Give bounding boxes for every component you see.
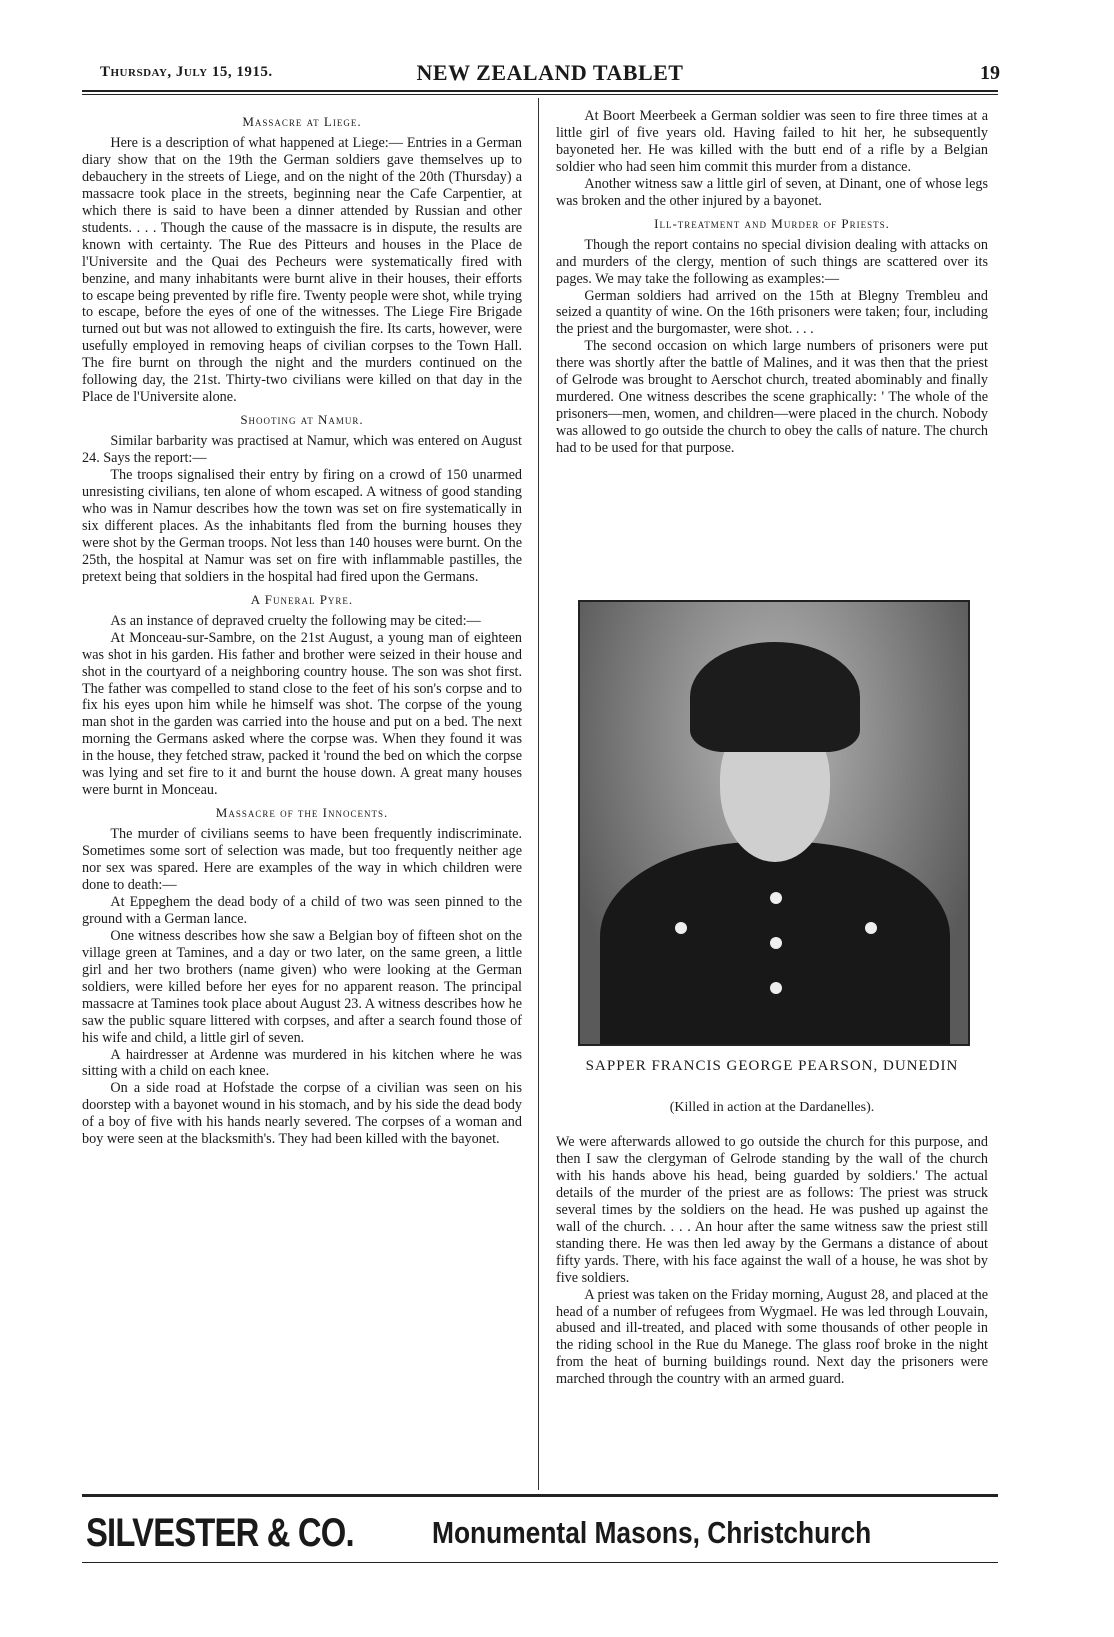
masthead-title: NEW ZEALAND TABLET — [416, 60, 684, 85]
advertiser-name: SILVESTER & CO. — [86, 1511, 354, 1555]
paragraph: One witness describes how she saw a Belgian boy of fifteen shot on the village green at Tamines, and a day or two later, on the same green, a little girl and her two brothers (name given) who were looking at the German soldiers, were killed before her eyes for no apparent reason. The principal massacre at Tamines took place about August 23. A witness describes how he saw the public square littered with corpses, and after a search found those of his wife and child, a little girl of seven. — [82, 927, 522, 1046]
section-heading: Massacre at Liege. — [242, 114, 362, 129]
footer-rule-bottom — [82, 1562, 998, 1563]
advertisement — [82, 1505, 998, 1561]
paragraph: Another witness saw a little girl of seven, at Dinant, one of whose legs was broken and the other injured by a bayonet. — [556, 175, 988, 209]
paragraph: A priest was taken on the Friday morning, August 28, and placed at the head of a number of refugees from Wygmael. He was led through Louvain, abused and ill-treated, and placed with some thousands of other people in the riding school in the Rue du Manege. The glass roof broke in the night from the heat of burning buildings round. Next day the prisoners were marched through the country with an armed guard. — [556, 1286, 988, 1388]
paragraph: At Eppeghem the dead body of a child of two was seen pinned to the ground with a German lance. — [82, 893, 522, 927]
page-number: 19 — [980, 62, 1000, 84]
photo-caption-name: SAPPER FRANCIS GEORGE PEARSON, DUNEDIN — [585, 1058, 959, 1074]
photo-caption-note: (Killed in action at the Dardanelles). — [669, 1100, 875, 1115]
section-heading: Shooting at Namur. — [240, 412, 364, 428]
left-column — [82, 108, 522, 1148]
section-heading: Massacre of the Innocents. — [215, 805, 389, 821]
page-header — [100, 62, 1000, 86]
header-rule — [82, 90, 998, 92]
paragraph: The troops signalised their entry by firing on a crowd of 150 unarmed unresisting civilians, ten alone of whom escaped. A witness of good standing who was in Namur describes how the town was set on fire systematically in six different places. As the inhabitants fled from the burning houses they were shot by the German troops. Not less than 140 houses were burnt. On the 25th, the hospital at Namur was set on fire with inflammable pastilles, the pretext being that soldiers in the hospital had fired upon the Germans. — [82, 467, 522, 585]
right-column-top — [556, 108, 988, 457]
column-divider — [538, 98, 539, 1490]
advertiser-tagline: Monumental Masons, Christchurch — [432, 1515, 872, 1550]
paragraph: Similar barbarity was practised at Namur, which was entered on August 24. Says the report:— — [82, 433, 522, 467]
section-heading: Ill-treatment and Murder of Priests. — [654, 215, 890, 231]
paragraph: A hairdresser at Ardenne was murdered in his kitchen where he was sitting with a child on each knee. — [82, 1046, 522, 1080]
footer-rule — [82, 1494, 998, 1497]
paragraph: The second occasion on which large numbers of prisoners were put there was shortly after the battle of Malines, and it was then that the priest of Gelrode was brought to Aerschot church, treated abominably and finally murdered. One witness describes the scene graphically: ' The whole of the prisoners—men, women, and children—were placed in the church. Nobody was allowed to go outside the church to obey the calls of nature. The church had to be used for that purpose. — [556, 338, 988, 457]
right-column-bottom — [556, 1134, 988, 1388]
paragraph: As an instance of depraved cruelty the following may be cited:— — [110, 612, 481, 629]
paragraph: We were afterwards allowed to go outside the church for this purpose, and then I saw the clergyman of Gelrode standing by the wall of the church with his hands above his head, being guarded by soldiers.' The actual details of the murder of the priest are as follows: The priest was struck several times by the soldiers on the head. He was pushed up against the wall of the church. . . . An hour after the same witness saw the priest still standing there. He was then led away by the Germans a distance of about fifty yards. There, with his face against the wall of a house, he was shot by five soldiers. — [556, 1134, 988, 1286]
section-heading: A Funeral Pyre. — [250, 591, 354, 607]
soldier-portrait-photo — [578, 600, 970, 1046]
paragraph: At Monceau-sur-Sambre, on the 21st August, a young man of eighteen was shot in his garden. His father and brother were seized in their house and shot in the courtyard of a neighboring country house. The son was shot first. The father was compelled to stand close to the feet of his son's corpse and to fix his eyes upon him while he himself was shot. The corpse of the young man shot in the garden was carried into the house and put on a bed. The next morning the Germans asked where the corpse was. When they found it was in the house, they fetched straw, packed it 'round the bed on which the corpse was lying and set fire to it and burnt the house down. A great many houses were burnt in Monceau. — [82, 629, 522, 799]
paragraph: Here is a description of what happened at Liege:— Entries in a German diary show that on the 19th the German soldiers gave themselves up to debauchery in the streets of Liege, and on the night of the 20th (Thursday) a massacre took place in the streets, beginning near the Cafe Carpentier, at which there is said to have been a dinner attended by Russian and other students. . . . Though the cause of the massacre is in dispute, the results are known with certainty. The Rue des Pitteurs and houses in the Place de l'Universite and the Quai des Pecheurs were systematically fired with benzine, and many inhabitants were burnt alive in their houses, their efforts to escape being prevented by rifle fire. Twenty people were shot, while trying to escape, before the eyes of one of the witnesses. The Liege Fire Brigade turned out but was not allowed to extinguish the fire. Its carts, however, were usefully employed in removing heaps of civilian corpses to the Town Hall. The fire burnt on through the night and the murders continued on the following day, the 21st. Thirty-two civilians were killed on that day in the Place de l'Universite alone. — [82, 134, 522, 406]
paragraph: The murder of civilians seems to have been frequently indiscriminate. Sometimes some sort of selection was made, but too frequently neither age nor sex was spared. Here are examples of the way in which children were done to death:— — [82, 826, 522, 893]
paragraph: German soldiers had arrived on the 15th at Blegny Trembleu and seized a quantity of wine. On the 16th prisoners were taken; four, including the priest and the burgomaster, were shot. . . . — [556, 287, 988, 338]
paragraph: At Boort Meerbeek a German soldier was seen to fire three times at a little girl of five years old. Having failed to hit her, he subsequently bayoneted her. He was killed with the butt end of a rifle by a Belgian soldier who had seen him commit this murder from a distance. — [556, 108, 988, 175]
paragraph: On a side road at Hofstade the corpse of a civilian was seen on his doorstep with a bayonet wound in his stomach, and by his side the dead body of a boy of five with his hands nearly severed. The corpses of a woman and boy were seen at the blacksmith's. They had been killed with the bayonet. — [82, 1080, 522, 1148]
header-rule-thin — [82, 94, 998, 95]
issue-date: Thursday, July 15, 1915. — [100, 64, 273, 80]
paragraph: Though the report contains no special division dealing with attacks on and murders of the clergy, mention of such things are scattered over its pages. We may take the following as examples:— — [556, 236, 988, 287]
